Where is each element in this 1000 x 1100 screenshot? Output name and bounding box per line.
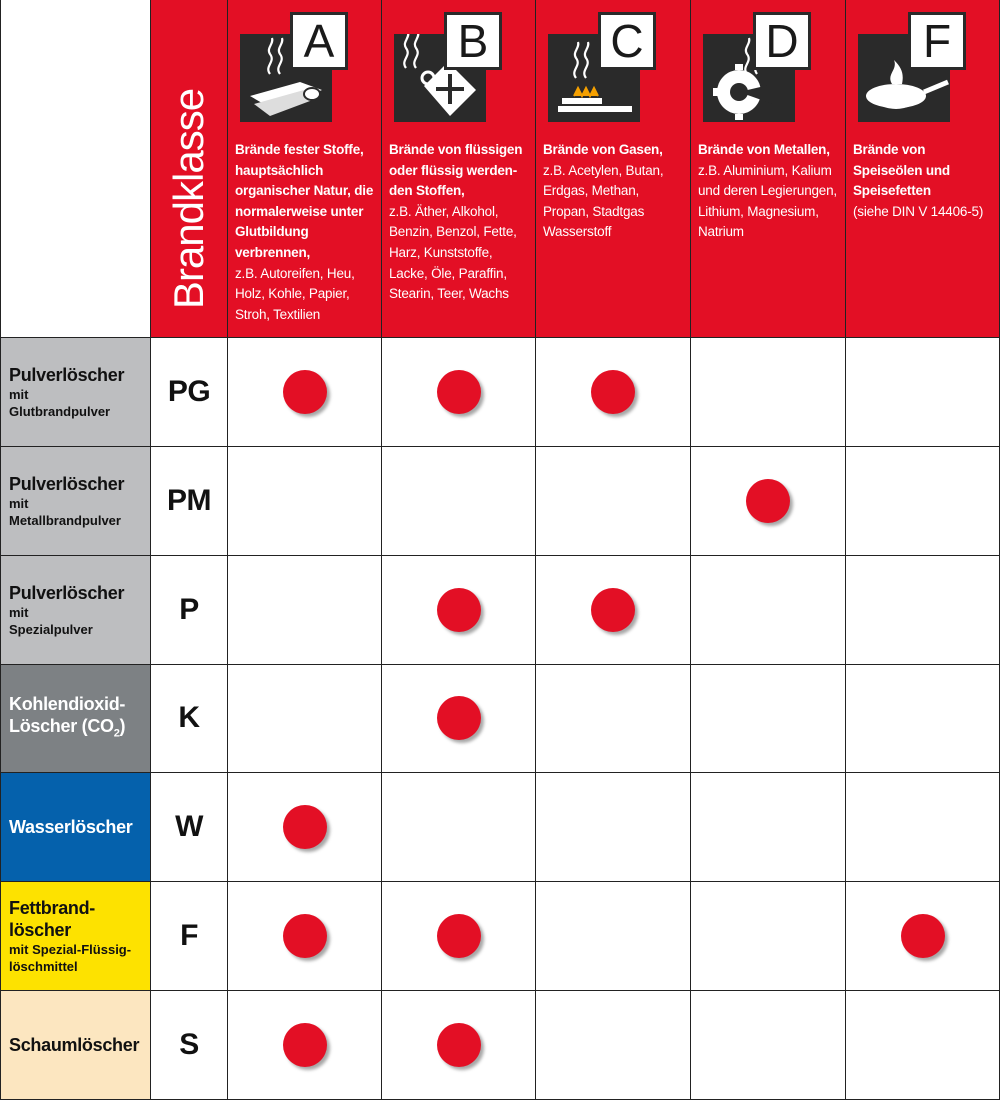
suitable-dot (901, 914, 945, 958)
suitable-dot (283, 805, 327, 849)
class-letter: A (290, 12, 348, 70)
suitability-cell (691, 665, 846, 774)
suitability-cell (846, 338, 1000, 447)
class-description-examples: z.B. Äther, Alkohol, Benzin, Benzol, Fette, Harz, Kunststoffe, Lacke, Öle, Paraffin, Stearin, Teer, Wachs (389, 203, 517, 302)
class-description (235, 140, 375, 325)
extinguisher-agent: Spezialpulver (9, 621, 93, 637)
suitable-dot (283, 914, 327, 958)
class-description (698, 140, 839, 243)
class-description-bold: Brände von Metallen, (698, 142, 830, 157)
extinguisher-agent: löschmittel (9, 959, 78, 975)
extinguisher-type-label (0, 773, 151, 882)
extinguisher-agent: Glutbrandpulver (9, 403, 111, 419)
suitable-dot (437, 914, 481, 958)
suitability-cell (228, 338, 382, 447)
extinguisher-name-line2 (9, 919, 150, 941)
suitability-cell (846, 447, 1000, 556)
suitability-cell (536, 338, 691, 447)
extinguisher-name: Pulverlöscher (9, 582, 125, 603)
suitability-cell (382, 338, 536, 447)
extinguisher-name-text: Löscher (CO (9, 715, 114, 736)
suitability-cell (846, 991, 1000, 1100)
class-description-examples: (siehe DIN V 14406-5) (853, 203, 984, 219)
suitability-cell (536, 882, 691, 991)
class-letter: F (908, 12, 966, 70)
suitability-cell (228, 991, 382, 1100)
extinguisher-code: PG (151, 338, 228, 447)
class-description-examples: z.B. Autoreifen, Heu, Holz, Kohle, Papier, Stroh, Textilien (235, 265, 355, 322)
suitable-dot (437, 588, 481, 632)
suitability-cell (536, 991, 691, 1100)
suitability-cell (382, 882, 536, 991)
suitability-cell (382, 447, 536, 556)
suitability-cell (536, 665, 691, 774)
suitability-cell (382, 665, 536, 774)
corner-cell (0, 0, 151, 338)
class-pictogram (858, 12, 968, 124)
extinguisher-code: W (151, 773, 228, 882)
extinguisher-type-label (0, 556, 151, 665)
brandklasse-label: Brandklasse (165, 88, 212, 310)
extinguisher-type-label (0, 447, 151, 556)
class-description-examples: z.B. Acetylen, Butan, Erdgas, Methan, Propan, Stadtgas Wasserstoff (543, 162, 664, 240)
suitable-dot (746, 479, 790, 523)
class-description-examples: z.B. Aluminium, Kalium und deren Legierungen, Lithium, Magnesium, Natrium (698, 162, 837, 240)
class-description-bold: Brände von Speiseölen und Speisefetten (853, 142, 950, 199)
suitability-cell (228, 882, 382, 991)
class-description-bold: Brände von flüssigen oder flüssig werdenden Stoffen, (389, 142, 523, 199)
suitability-cell (691, 447, 846, 556)
suitability-cell (691, 991, 846, 1100)
suitable-dot (591, 370, 635, 414)
class-header-c (536, 0, 691, 338)
class-pictogram (240, 12, 350, 124)
class-header-a (228, 0, 382, 338)
class-pictogram (548, 12, 658, 124)
extinguisher-type-label (0, 991, 151, 1100)
extinguisher-subtitle: mit (9, 495, 29, 511)
class-description (543, 140, 684, 243)
suitability-cell (536, 447, 691, 556)
extinguisher-name-line2 (9, 715, 150, 745)
class-pictogram (394, 12, 504, 124)
suitability-cell (536, 556, 691, 665)
suitability-cell (228, 556, 382, 665)
class-header-f (846, 0, 1000, 338)
suitability-cell (846, 773, 1000, 882)
suitable-dot (437, 1023, 481, 1067)
suitable-dot (283, 1023, 327, 1067)
class-description-bold: Brände fester Stoffe, hauptsächlich organischer Natur, die normalerweise unter Glutbildung verbrennen, (235, 142, 374, 260)
extinguisher-subtitle: mit (9, 604, 29, 620)
class-pictogram (703, 12, 813, 124)
suitability-cell (382, 773, 536, 882)
extinguisher-code: F (151, 882, 228, 991)
suitability-cell (691, 773, 846, 882)
extinguisher-type-label (0, 882, 151, 991)
closing-paren: ) (119, 715, 126, 736)
class-description-bold: Brände von Gasen, (543, 142, 663, 157)
brandklasse-header (151, 0, 228, 338)
suitability-cell (691, 882, 846, 991)
suitable-dot (437, 696, 481, 740)
suitability-cell (846, 665, 1000, 774)
extinguisher-subtitle: mit Spezial-Flüssig- (9, 942, 132, 958)
suitability-cell (536, 773, 691, 882)
extinguisher-name: Schaumlöscher (9, 1034, 140, 1055)
extinguisher-agent: Metallbrandpulver (9, 512, 121, 528)
extinguisher-code: K (151, 665, 228, 774)
suitability-cell (846, 882, 1000, 991)
extinguisher-name: Kohlendioxid- (9, 693, 126, 714)
class-letter: D (753, 12, 811, 70)
extinguisher-name: Pulverlöscher (9, 364, 125, 385)
class-header-d (691, 0, 846, 338)
suitability-cell (228, 447, 382, 556)
suitable-dot (283, 370, 327, 414)
suitable-dot (437, 370, 481, 414)
extinguisher-subtitle: mit (9, 386, 29, 402)
extinguisher-name: Wasserlöscher (9, 817, 133, 838)
extinguisher-type-label (0, 338, 151, 447)
subscript: 2 (113, 727, 120, 740)
suitability-cell (846, 556, 1000, 665)
suitability-cell (228, 665, 382, 774)
suitability-cell (382, 556, 536, 665)
extinguisher-type-label (0, 665, 151, 774)
class-description (853, 140, 993, 222)
suitable-dot (591, 588, 635, 632)
extinguisher-name: Fettbrand- (9, 898, 95, 919)
extinguisher-code: P (151, 556, 228, 665)
class-header-b (382, 0, 536, 338)
extinguisher-code: S (151, 991, 228, 1100)
class-letter: B (444, 12, 502, 70)
extinguisher-name-text: löscher (9, 920, 71, 941)
class-description (389, 140, 529, 305)
suitability-cell (691, 338, 846, 447)
suitability-cell (691, 556, 846, 665)
class-letter: C (598, 12, 656, 70)
suitability-cell (382, 991, 536, 1100)
suitability-cell (228, 773, 382, 882)
extinguisher-code: PM (151, 447, 228, 556)
extinguisher-name: Pulverlöscher (9, 473, 125, 494)
